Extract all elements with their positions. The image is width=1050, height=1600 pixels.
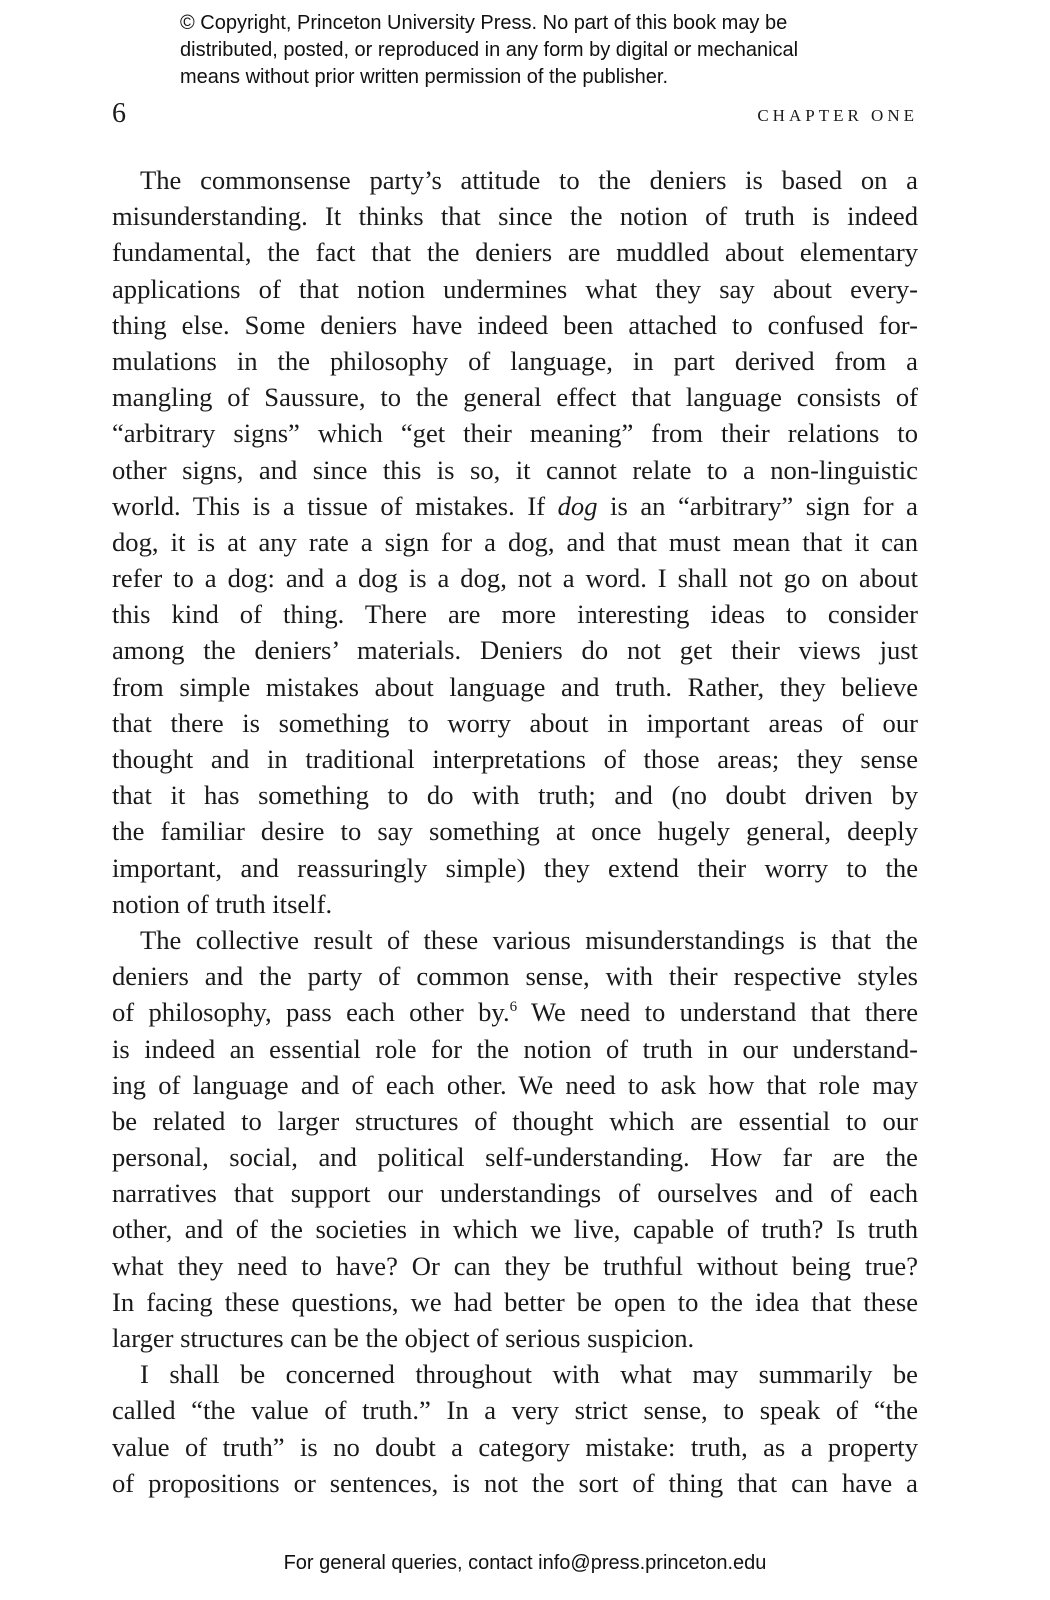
copyright-line: distributed, posted, or reproduced in any form by digital or mechanical: [180, 39, 799, 61]
footnote-reference[interactable]: 6: [509, 999, 518, 1016]
text-line-with-italic: [112, 488, 918, 524]
text-line: that it has something to do with truth; and (no doubt driven by: [112, 780, 918, 811]
text-line: larger structures can be the object of serious suspicion.: [112, 1323, 695, 1353]
text-line: from simple mistakes about language and truth. Rather, they believe: [112, 671, 918, 702]
text-segment: of philosophy, pass each other by.: [112, 997, 510, 1028]
text-line: important, and reassuringly simple) they extend their worry to the: [112, 852, 918, 883]
text-line: The commonsense party’s attitude to the deniers is based on a: [140, 165, 918, 195]
text-line: called “the value of truth.” In a very strict sense, to speak of “the: [112, 1395, 918, 1426]
text-line: that there is something to worry about in important areas of our: [112, 707, 918, 738]
text-line: mangling of Saussure, to the general effect that language consists of: [112, 382, 918, 413]
text-line: be related to larger structures of thought which are essential to our: [112, 1105, 918, 1136]
text-line: ing of language and of each other. We need to ask how that role may: [112, 1069, 918, 1100]
text-line: I shall be concerned throughout with what may summarily be: [140, 1359, 918, 1390]
text-line: the familiar desire to say something at once hugely general, deeply: [112, 816, 918, 847]
text-line: applications of that notion undermines what they say about every-: [112, 273, 918, 304]
copyright-line: © Copyright, Princeton University Press. No part of this book may be: [180, 12, 788, 34]
paragraph-3: [112, 1356, 918, 1501]
text-line: mulations in the philosophy of language, in part derived from a: [112, 345, 918, 376]
body-text: [112, 162, 918, 1501]
text-line: this kind of thing. There are more interesting ideas to consider: [112, 599, 918, 630]
text-segment: We need to understand that there: [530, 997, 918, 1028]
copyright-notice: [180, 10, 940, 91]
text-line: thing else. Some deniers have indeed been attached to confused for-: [112, 309, 918, 340]
text-line: deniers and the party of common sense, with their respective styles: [112, 961, 918, 992]
text-segment: world. This is a tissue of mistakes. If: [112, 490, 546, 521]
text-line: In facing these questions, we had better be open to the idea that these: [112, 1286, 918, 1317]
text-line: value of truth” is no doubt a category mistake: truth, as a property: [112, 1431, 918, 1462]
text-line: what they need to have? Or can they be truthful without being true?: [112, 1250, 918, 1281]
text-line: “arbitrary signs” which “get their meaning” from their relations to: [112, 418, 918, 449]
paragraph-1: [112, 162, 918, 922]
text-line: dog, it is at any rate a sign for a dog, and that must mean that it can: [112, 526, 918, 557]
italic-term: dog: [557, 490, 598, 521]
text-line: refer to a dog: and a dog is a dog, not a word. I shall not go on about: [112, 563, 918, 594]
text-line: fundamental, the fact that the deniers are muddled about elementary: [112, 237, 918, 268]
text-line: The collective result of these various misunderstandings is that the: [140, 924, 918, 955]
text-line: thought and in traditional interpretations of those areas; they sense: [112, 744, 918, 774]
copyright-line: means without prior written permission of the publisher.: [180, 66, 669, 88]
paragraph-2: [112, 922, 918, 1356]
text-line: narratives that support our understandings of ourselves and of each: [112, 1178, 918, 1209]
text-line: notion of truth itself.: [112, 888, 333, 919]
page-number: 6: [112, 98, 126, 129]
chapter-title: CHAPTER ONE: [757, 106, 918, 125]
text-line: among the deniers’ materials. Deniers do not get their views just: [112, 635, 918, 666]
text-line: other signs, and since this is so, it cannot relate to a non-linguistic: [112, 454, 918, 485]
text-line: personal, social, and political self-understanding. How far are the: [112, 1142, 918, 1173]
text-line: of propositions or sentences, is not the sort of thing that can have a: [112, 1467, 918, 1498]
running-head: [112, 96, 918, 136]
text-line: misunderstanding. It thinks that since the notion of truth is indeed: [112, 201, 918, 232]
text-line: other, and of the societies in which we live, capable of truth? Is truth: [112, 1214, 918, 1245]
text-line-with-footnote: [112, 994, 918, 1030]
text-segment: is an “arbitrary” sign for a: [610, 490, 918, 521]
footer-contact: For general queries, contact info@press.princeton.edu: [283, 1552, 767, 1574]
text-line: is indeed an essential role for the notion of truth in our understand-: [112, 1033, 918, 1064]
